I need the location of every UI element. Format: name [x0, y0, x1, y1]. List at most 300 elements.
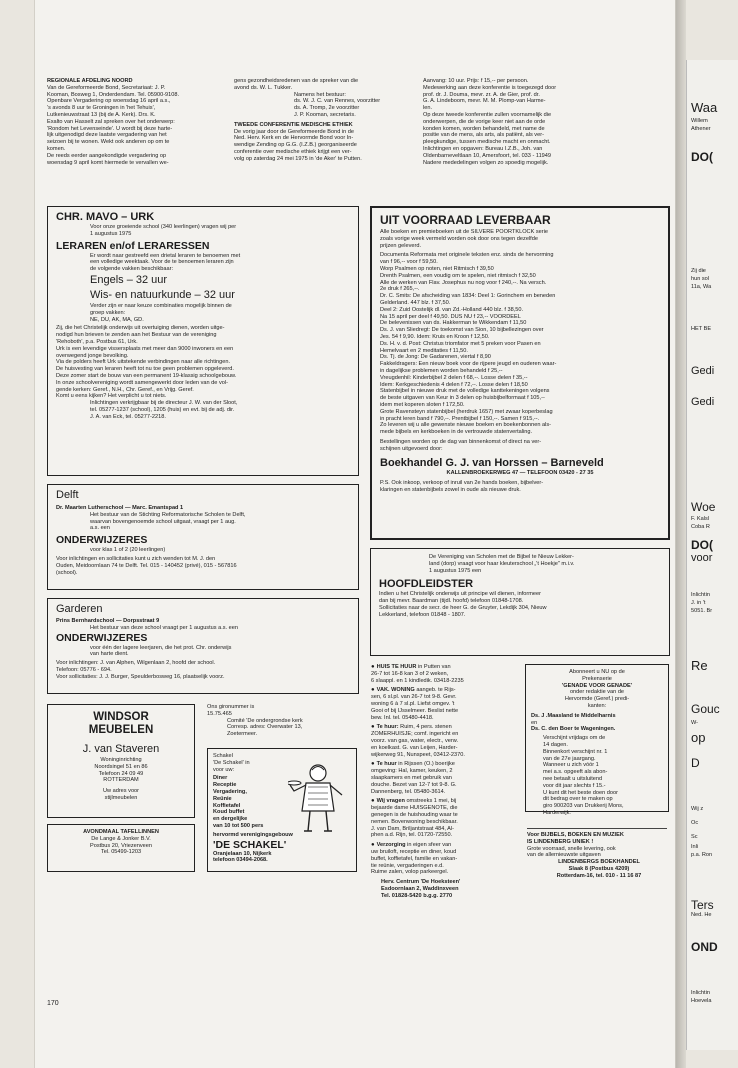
- signature-line: Namens het bestuur:: [294, 91, 346, 98]
- text-line: Corresp. adres: Overwater 13,: [227, 724, 303, 731]
- conferentie-text: [423, 78, 601, 166]
- windsor-name1: WINDSOR: [93, 711, 149, 723]
- avondmaal-title: AVONDMAAL TAFELLINNEN: [83, 829, 159, 835]
- right-page-fragment: Gedi: [691, 396, 715, 408]
- right-page-fragment: J. in 't: [691, 600, 706, 606]
- text-line: Tel. 01828-5420 b.g.g. 2770: [381, 892, 453, 899]
- abonneert-name1: Ds. J .Maasland te Middelharnis: [531, 712, 616, 719]
- classified-line: bejaarde dame HUISGENOTE, die: [371, 805, 458, 812]
- book-line: van f 96,-- voor f 59,50.: [380, 259, 438, 266]
- abonneert-text: [531, 735, 663, 817]
- book-line: in dagelijkse problemen worden behandeld f 25,--: [380, 367, 503, 374]
- main-page: [34, 0, 676, 1068]
- text-line: woensdag 9 april komt hiermede te vervallen we-: [47, 159, 169, 166]
- regionale-text: [47, 85, 227, 167]
- giro-lines: [207, 704, 359, 718]
- hoeksteen-address: [371, 879, 517, 899]
- text-line: Inlichtingen verkrijgbaar bij de directeur J. W. van der Sloot,: [90, 400, 238, 407]
- text-line: Noordsingel 51 en 86: [94, 763, 148, 770]
- text-line: mei a.s. opgeeft als abon-: [543, 769, 608, 776]
- book-line: Idem: Kerkgeschiedenis 4 delen f 72,--. Losse delen f 18,50: [380, 381, 528, 388]
- classified-line: bew. Inl. tel. 05480-4418.: [371, 714, 434, 721]
- right-page-fragment: Hoevela: [691, 998, 712, 1004]
- right-page-fragment: DO(: [691, 150, 713, 164]
- garderen-ad: [47, 598, 359, 694]
- text-line: Voor BIJBELS, BOEKEN EN MUZIEK: [527, 832, 624, 838]
- text-line: Verder zijn er naar keuze combinaties mogelijk binnen de: [90, 302, 232, 309]
- windsor-ad: [47, 704, 195, 818]
- book-line: Na 15 april per deel f 49,50. DUS NU f 23,-- VOORDEEL: [380, 313, 521, 320]
- right-page-fragment: Ters: [691, 898, 714, 912]
- mavo-subject-engels: Engels – 32 uur: [90, 273, 168, 286]
- right-page-fragment: Coba R: [691, 524, 710, 530]
- book-line: mede bijbels en kerkboeken in de vertrouwde statenvertaling.: [380, 429, 533, 436]
- schakel-tagline: hervormd verenigingsgebouw: [213, 831, 293, 838]
- waiter-illustration-icon: [288, 761, 350, 835]
- right-page-fragment: hun sol: [691, 276, 710, 282]
- text-line: pleegkundige, tussen medische macht en onmacht.: [423, 139, 551, 146]
- text-line: Voor inlichtingen: J. van Alphen, Wilgenlaan 2, hoofd der school.: [56, 660, 216, 667]
- signature-line: ds. W. J. C. van Rennes, voorzitter: [294, 98, 381, 105]
- book-line: idem met koperen sloten f 172,50.: [380, 401, 465, 408]
- voorraad-order: [380, 439, 660, 453]
- divider: [527, 828, 667, 829]
- mavo-intro: [56, 224, 350, 238]
- book-line: Grote Ravensteyn statenbijbel (herdruk 1657) met zwaar koperbeslag: [380, 408, 553, 415]
- menu-item: van 10 tot 500 pers: [213, 822, 264, 829]
- text-line: land (dorp) vraagt voor haar kleuterschool „'t Hoekje" m.i.v.: [429, 560, 575, 567]
- book-line: Dr. C. Smits: De afscheiding van 1834: Deel 1: Gorinchem en beneden: [380, 293, 556, 300]
- classified-line: 6 slaappl. en 1 kindledik. 03418-2235: [371, 677, 464, 684]
- text-line: Aanvang: 10 uur. Prijs: f 15,-- per persoon.: [423, 78, 529, 84]
- right-page-fragment: 5051. Br: [691, 608, 713, 614]
- text-line: een volledige weektaak. Voor de te benoemen leraren zijn: [90, 259, 234, 266]
- text-line: onderwerpen, die de vorige keer niet aan de orde: [423, 118, 546, 125]
- text-line: positie van de mens, als arts, als patiënt, als ver-: [423, 132, 544, 139]
- garderen-school: Prins Bernhardschool — Dorpsstraat 9: [56, 618, 160, 624]
- classified-line: in Rijssen (O.) boerijke: [398, 761, 455, 768]
- lindenberg-lines: [527, 846, 671, 860]
- text-line: voor uw:: [213, 766, 235, 773]
- delft-ad: [47, 484, 359, 590]
- page-gutter: [676, 0, 686, 1068]
- right-page-fragment: HET BE: [691, 326, 712, 332]
- menu-item: Koffietafel: [213, 802, 241, 809]
- book-line: Hemelvaart en 2 meditaties f 11,50.: [380, 347, 468, 354]
- classified-head: ● Wij vragen: [371, 798, 405, 804]
- windsor-lines: [52, 757, 190, 784]
- text-line: De vorig jaar door de Gereformeerde Bond in de: [234, 128, 355, 135]
- avondmaal-lines: [52, 836, 190, 856]
- classified-head: ● Te huur:: [371, 724, 399, 730]
- text-line: Voor onze groeiende school (340 leerlingen) vragen wij per: [90, 224, 237, 230]
- text-line: Ons gironummer is: [207, 704, 255, 710]
- text-line: avond ds. W. L. Tukker.: [234, 84, 293, 91]
- text-line: stijlmeubelen: [104, 794, 138, 801]
- classified-ad: [371, 761, 517, 795]
- abonneert-title: 'GENADE VOOR GENADE': [561, 682, 633, 689]
- right-page-fragment: Zij die: [691, 268, 706, 274]
- classified-line: douche. Bezet van 12-7 tot 9-8. G.: [371, 781, 457, 788]
- text-line: Lekkerland, telefoon 01848 - 1807.: [379, 611, 466, 618]
- text-line: Lutkenieuwstraat 13 (bij de A. Kerk). Drs. K.: [47, 111, 156, 118]
- right-page-fragment: W-: [691, 720, 699, 726]
- right-page-fragment: Oc: [691, 820, 699, 826]
- garderen-heading: ONDERWIJZERES: [56, 631, 148, 644]
- delft-heading: ONDERWIJZERES: [56, 534, 148, 547]
- classified-line: Ruim, 4 pers. stenen: [400, 724, 452, 731]
- text-line: Woninginrichting: [100, 757, 142, 763]
- signature-block: [234, 92, 412, 119]
- text-line: Openbare Vergadering op woensdag 16 april a.s.,: [47, 98, 171, 105]
- lindenberg-address: [527, 866, 671, 880]
- menu-item: en dergelijke: [213, 816, 248, 823]
- right-page-fragment: OND: [691, 940, 718, 954]
- book-line: in pracht leren band f 790,--. Prentbijbel f 150,--. Samen f 915,--.: [380, 415, 540, 422]
- lekkerland-ad: [370, 548, 670, 656]
- classified-line: omstreeks 1 mei, bij: [406, 798, 457, 805]
- voorraad-shop: Boekhandel G. J. van Horssen – Barneveld: [380, 456, 604, 469]
- book-line: Worp Psalmen op noten, niet Ritmisch f 39,50: [380, 265, 494, 272]
- text-line: telefoon 03494-2068.: [213, 857, 268, 864]
- text-line: onder redaktie van de: [569, 689, 625, 696]
- delft-city: Delft: [56, 489, 79, 501]
- classifieds-column: [371, 664, 517, 900]
- text-line: overwegend jonge bevolking.: [56, 352, 129, 359]
- text-line: Comité 'De ondergrondse kerk: [227, 717, 303, 724]
- book-line: de beste uitgaven van Keur in 3 delen op huisbijbelformaat f 105,--: [380, 395, 545, 402]
- text-line: voor dit jaar slechts f 15.-: [543, 782, 606, 789]
- right-page-fragment: Sc: [691, 834, 698, 840]
- text-line: G. A. Lindeboom, mevr. M. M. Plomp-van Harme-: [423, 98, 546, 105]
- classified-line: sen, 6 sl.pl. van 26-7 tot 9-8. Gevr.: [371, 694, 457, 701]
- classified-line: genegen is de huishouding waar te: [371, 811, 458, 818]
- book-line: 2e druk f 265,--.: [380, 286, 420, 293]
- text-line: kanten:: [587, 702, 607, 709]
- text-line: P.S. Ook inkoop, verkoop of inruil van 2e hands boeken, bijbelver-: [380, 480, 544, 487]
- giro-notice: [207, 704, 359, 738]
- text-line: Grote voorraad, snelle levering, ook: [527, 845, 616, 852]
- text-line: Bestellingen worden op de dag van binnenkomst of direct na ver-: [380, 438, 542, 445]
- classified-line: aangeb. te Rijs-: [416, 687, 456, 694]
- lindenberg-name: LINDENBERGS BOEKHANDEL: [558, 859, 640, 866]
- giro-committee: [207, 718, 359, 738]
- text-line: voor één der lagere leerjaren, die het prot. Chr. onderwijs: [90, 644, 232, 651]
- right-page-fragment: voor: [691, 552, 713, 564]
- medische-ethiek-heading: TWEEDE CONFERENTIE MEDISCHE ETHIEK: [234, 121, 353, 128]
- garderen-city: Garderen: [56, 603, 103, 615]
- garderen-sub: [56, 645, 350, 659]
- text-line: conferentie over medische ethiek krijgt een ver-: [234, 148, 352, 155]
- classified-ad: [371, 687, 517, 721]
- text-line: Ned. Herv. Kerk en de Hervormde Bond voor In-: [234, 135, 354, 142]
- mavo-title: CHR. MAVO – URK: [56, 211, 155, 223]
- text-line: Kooman, Bosweg 1, Onderdendam. Tel. 05900-9108.: [47, 91, 180, 98]
- voorraad-ps: [380, 480, 660, 494]
- classified-head: ● HUIS TE HUUR: [371, 664, 416, 670]
- book-line: Ds. H. v. d. Post: Christus triomfator met 5 preken voor Pasen en: [380, 340, 541, 347]
- avondmaal-ad: [47, 824, 195, 872]
- signature-line: ds. A. Tromp, 2e voorzitter: [294, 105, 360, 112]
- abonneert-and: en: [531, 719, 538, 726]
- book-line: Vreugdenhil: Kinderbijbel 2 delen f 68,--. Losse delen f 35,--: [380, 374, 528, 381]
- text-line: De Vereniging van Scholen met de Bijbel te Nieuw Lekker-: [429, 554, 574, 560]
- classified-line: voorz. van gas, water, electr., verw.: [371, 737, 459, 744]
- text-line: Harderwijk.: [543, 809, 571, 816]
- voorraad-intro: [380, 229, 660, 249]
- text-line: prijzen geleverd.: [380, 242, 422, 249]
- garderen-contact: [56, 660, 350, 680]
- text-line: NE, DU, AK, MA, GD.: [90, 316, 144, 323]
- classified-line: slaapkamers en met gebruik van: [371, 774, 452, 781]
- text-line: Schakel: [213, 753, 233, 759]
- text-line: dit bedrag over te maken op: [543, 796, 613, 803]
- voorraad-shop-address: KALLENBROEKERWEG 47 — TELEFOON 03420 - 27 35: [446, 469, 594, 476]
- delft-school: Dr. Maarten Lutherschool — Marc. Emantspad 1: [56, 505, 184, 511]
- text-line: 1 augustus 1975: [90, 230, 132, 237]
- mavo-heading: LERAREN en/of LERARESSEN: [56, 239, 210, 252]
- text-line: Herv. Centrum 'De Hoeksteen': [381, 879, 461, 886]
- text-line: dan bij mevr. Baardman (tijdl. hoofd) telefoon 01848-1708.: [379, 598, 524, 605]
- classified-line: woning 6 à 7 sl.pl. Liefst omgev. 't: [371, 700, 455, 707]
- windsor-owner: J. van Staveren: [82, 743, 160, 755]
- text-line: Telefoon: 05776 - 694.: [56, 666, 112, 673]
- text-line: Prekenserie: [582, 675, 612, 682]
- classified-line: Gooi of bij IJsselmeer. Beslist nette: [371, 707, 459, 714]
- menu-item: Reünie: [213, 795, 232, 802]
- text-line: Voor inlichtingen en sollicitaties kunt u zich wenden tot M. J. den: [56, 555, 216, 562]
- schakel-ad: [207, 748, 357, 872]
- text-line: Oranjelaan 10, Nijkerk: [213, 850, 272, 857]
- signature-line: J. P. Kooman, secretaris.: [294, 111, 356, 118]
- text-line: gens gezondheidsredenen van de spreker van die: [234, 78, 359, 84]
- menu-item: Koud buffet: [213, 809, 245, 816]
- voorraad-book-list: [380, 252, 660, 436]
- classified-ad: [371, 842, 517, 876]
- garderen-text: Het bestuur van deze school vraagt per 1 augustus a.s. een: [90, 624, 239, 631]
- classified-ad: [371, 798, 517, 839]
- lekkerland-text: [379, 591, 661, 618]
- classified-line: 26-7 tot 16-8 kan 3 of 2 weken,: [371, 670, 449, 677]
- text-line: IS LINDENBERG UNIEK !: [527, 838, 594, 845]
- text-line: De reeds eerder aangekondigde vergadering op: [47, 152, 167, 159]
- right-page-fragment: Athener: [691, 126, 711, 132]
- text-line: Zij, die het Christelijk onderwijs uit overtuiging dienen, worden uitge-: [56, 325, 225, 332]
- classified-line: ZOMERHUISJE; comf. ingericht en: [371, 731, 459, 738]
- classified-line: tie reünie, vergaderingen e.d.: [371, 862, 444, 869]
- abonneert-ad: [525, 664, 669, 816]
- right-page-fragment: Inli: [691, 844, 699, 850]
- mavo-text1: [56, 253, 350, 273]
- text-line: U kunt dit het beste doen door: [543, 789, 618, 796]
- voorraad-ad: [370, 206, 670, 540]
- right-page-fragment: op: [691, 730, 706, 745]
- text-line: Uw adres voor: [102, 788, 140, 795]
- classified-line: wijkerweg 91, Nunspeet, 03412-2370.: [371, 751, 465, 758]
- regionale-heading: REGIONALE AFDELING NOORD: [47, 78, 133, 84]
- page-number: 170: [47, 1000, 59, 1007]
- right-page-fragment: Wij z: [691, 806, 704, 812]
- text-line: Zoetermeer.: [227, 731, 258, 738]
- text-line: konden komen, worden behandeld, met name de: [423, 125, 545, 132]
- lekkerland-intro: [379, 554, 661, 574]
- text-line: Voor sollicitaties: J. J. Burger, Speulderbosweg 16, plaatselijk voorz.: [56, 673, 225, 680]
- text-line: Het bestuur van de Stichting Reformatorische Scholen te Delft,: [90, 511, 246, 518]
- classified-line: uw bruiloft, receptie en diner, koud: [371, 848, 457, 855]
- text-line: len.: [423, 105, 433, 112]
- mavo-text2: [56, 303, 350, 323]
- text-line: Telefoon 24 09 49: [98, 770, 144, 777]
- text-line: klaringen en statenbijbels zowel in oude als nieuwe druk.: [380, 487, 521, 494]
- classified-line: en koelkast. G. van Leijen, Harder-: [371, 744, 458, 751]
- text-line: Binnenkort verschijnt nr. 1: [543, 748, 608, 755]
- classified-head: ● Verzorging: [371, 842, 406, 848]
- text-line: Postbus 20, Vriezenveen: [90, 842, 152, 849]
- text-line: Tel. 05499-1203: [100, 849, 142, 856]
- text-line: gende kerken: Geref., N.H., Chr. Geref., en Vrijg. Geref.: [56, 386, 194, 393]
- medische-ethiek-text: [234, 129, 412, 163]
- book-line: Jes. 54 f 9,90. Idem: Kruis en Kroon f 12,50.: [380, 333, 490, 340]
- book-line: Fakkeldragers: Een nieuw boek voor de rijpere jeugd en ouderen waar-: [380, 361, 557, 368]
- delft-sub: voor klas 1 of 2 (20 leerlingen): [90, 547, 166, 554]
- text-line: 'De Schakel' in: [213, 759, 250, 766]
- menu-item: Receptie: [213, 782, 237, 789]
- lekkerland-heading: HOOFDLEIDSTER: [379, 578, 474, 591]
- text-line: giro 900203 van Drukkerij Mons,: [543, 803, 624, 810]
- text-line: Alle boeken en premieboeken uit de SILVERE POORTKLOCK serie: [380, 229, 549, 235]
- text-line: 14 dagen.: [543, 741, 568, 748]
- schakel-name: 'DE SCHAKEL': [213, 838, 287, 851]
- lindenberg-head: [527, 832, 671, 846]
- windsor-name2: MEUBELEN: [88, 724, 154, 736]
- book-line: Gelderland. 447 blz. f 37,50.: [380, 299, 451, 306]
- text-line: van harte dient.: [90, 651, 129, 658]
- text-line: ROTTERDAM: [103, 777, 139, 784]
- menu-item: Diner: [213, 775, 228, 782]
- text-line: Medewerking aan deze konferentie is toegezegd door: [423, 84, 557, 91]
- classified-line: phen a.d. Rijn, tel. 01720-72550.: [371, 832, 453, 839]
- text-line: tel. 05277-1237 (school), 1205 (huis) en evt. bij de adj. dir.: [90, 406, 235, 413]
- top-middle-column: [234, 78, 412, 163]
- delft-contact: [56, 556, 350, 576]
- text-line: groep vakken:: [90, 309, 126, 316]
- text-line: Deze zomer start de bouw van een permanent 19-klassig schoolgebouw.: [56, 372, 237, 379]
- book-line: Ds. J. van Sliedregt: De toekomst van Sion, 10 bijbellezingen over: [380, 327, 544, 334]
- schakel-address: [213, 851, 351, 865]
- delft-text: [56, 512, 350, 532]
- text-line: De Lange & Jonker B.V.: [91, 835, 151, 842]
- text-line: Er wordt naar gestreefd een drietal leraren te benoemen met: [90, 252, 241, 259]
- book-line: Zo leveren wij u alle gewenste nieuwe boeken en boekenbonnen als-: [380, 422, 552, 429]
- text-line: In onze schoolvereniging wordt samengewerkt door leden van de vol-: [56, 379, 228, 386]
- mavo-contact: [56, 400, 350, 420]
- text-line: 15.75.465: [207, 710, 232, 717]
- text-line: Verschijnt vrijdags om de: [543, 735, 606, 742]
- text-line: volg op zaterdag 24 mei 1975 in 'de Aker' te Putten.: [234, 155, 362, 162]
- text-line: van de allernieuwste uitgaven: [527, 852, 601, 859]
- right-page-edge: [686, 60, 738, 1050]
- book-line: Statenbijbel in nieuwe druk met de volledige kanttekeningen volgens: [380, 388, 550, 395]
- right-page-fragment: Inlichtin: [691, 990, 710, 996]
- right-page-fragment: Inlichtin: [691, 592, 710, 598]
- right-page-fragment: p.a. Ron: [691, 852, 713, 858]
- text-line: nee betaalt u uitsluitend: [543, 775, 603, 782]
- text-line: zoals vorige week vermeld worden ook door ons tegen dezelfde: [380, 235, 538, 242]
- voorraad-title: UIT VOORRAAD LEVERBAAR: [380, 213, 551, 227]
- text-line: Urk is een levendige vissersplaats met meer dan 9000 inwoners en een: [56, 345, 234, 352]
- text-line: Abonneert u NU op de: [569, 669, 625, 675]
- text-line: Slaak 8 (Postbus 4209): [568, 865, 630, 872]
- text-line: 1 augustus 1975 een: [429, 567, 482, 574]
- book-line: Deel 2: Zuid Oostelijk dl. van Zd.-Holland 440 blz. f 38,50.: [380, 306, 524, 313]
- book-line: De belevenissen van ds. Hakkerman te Wikkendam f 11,50: [380, 320, 527, 327]
- right-page-fragment: Gouc: [691, 702, 720, 716]
- right-page-fragment: Re: [691, 658, 708, 673]
- text-line: 'Rondom het Levenseinde'. U wordt bij deze harte-: [47, 125, 173, 132]
- classified-line: Dannenberg, tel. 05480-3614.: [371, 788, 446, 795]
- classified-line: J. van Dam, Briljantstraat 484, Al-: [371, 825, 455, 832]
- text-line: J. A. van Eck, tel. 05277-2218.: [90, 413, 166, 420]
- windsor-slogan: [52, 788, 190, 802]
- book-line: Alle de werken van Flav. Josephus nu nog voor f 240,--. Na versch.: [380, 279, 547, 286]
- text-line: Oldenbarneveltlaan 10, Amersfoort, tel. 033 - 11949: [423, 152, 552, 159]
- text-line: (school).: [56, 569, 78, 576]
- right-page-fragment: 11a, Wa: [691, 284, 712, 290]
- text-line: Sollicitaties naar de secr. de heer G. de Gruyter, Lekdijk 304, Nieuw: [379, 604, 547, 611]
- text-line: Esdoornlaan 2, Waddinxveen: [381, 885, 459, 892]
- classified-head: ● Te huur: [371, 761, 397, 767]
- right-page-fragment: Willem: [691, 118, 708, 124]
- top-left-column: [47, 78, 227, 166]
- text-line: lijk uitgenodigd deze laatste vergadering van het: [47, 132, 167, 139]
- right-page-fragment: Woe: [691, 500, 716, 514]
- right-page-fragment: D: [691, 756, 700, 770]
- text-line: komen.: [47, 145, 66, 152]
- text-line: schijnen uitgevoerd door:: [380, 445, 443, 452]
- mavo-body: [56, 325, 350, 400]
- text-line: Nadere mededelingen volgen zo spoedig mogelijk.: [423, 159, 549, 166]
- menu-item: Vergadering,: [213, 788, 247, 795]
- right-page-fragment: F. Kalsl: [691, 516, 710, 522]
- book-line: Drenth Psalmen, een voudig om te spelen, niet ritmisch f 32,50: [380, 272, 536, 279]
- text-line: wendige Zending op G.G. (I.Z.B.) georganiseerde: [234, 142, 357, 149]
- classified-head: ● VAK. WONING: [371, 687, 415, 693]
- text-line: nodigd hun brieven te zenden aan het Bestuur van de vereniging: [56, 332, 217, 339]
- text-line: 's avonds 8 uur te Groningen in 'het Tehuis',: [47, 105, 156, 112]
- text-line: Hervormde (Geref.) predi-: [564, 696, 630, 703]
- text-line: van de 27e jaargang.: [543, 755, 596, 762]
- classified-line: nemen. Bovenwoning beschikbaar.: [371, 818, 458, 825]
- classified-ad: [371, 724, 517, 758]
- text-line: Indien u het Christelijk onderwijs uit principe wil dienen, informeer: [379, 591, 541, 598]
- classified-line: in eigen sfeer van: [407, 842, 452, 849]
- classified-line: in Putten van: [417, 664, 451, 670]
- text-line: Inlichtingen en opgaven: Bureau I.Z.B., Joh. van: [423, 145, 543, 152]
- text-line: 'Rehoboth', p.a. Postbus 61, Urk.: [56, 338, 138, 345]
- regionale-text-cont: [234, 78, 412, 92]
- classified-line: buffet, koffietafel, familie en vakan-: [371, 855, 458, 862]
- classifieds-list: [371, 664, 517, 876]
- text-line: Op deze tweede konferentie zullen voornamelijk die: [423, 111, 552, 118]
- text-line: Van de Gereformeerde Bond, Secretariaat: J. P.: [47, 84, 166, 91]
- abonneert-sub: [531, 689, 663, 709]
- text-line: Wanneer u zich vóór 1: [543, 762, 599, 769]
- classified-line: Ruime zalen, volop parkeergel.: [371, 869, 449, 876]
- abonneert-lines: [531, 669, 663, 683]
- text-line: prof. dr. J. Douma, mevr. zr. A. de Gier, prof. dr.: [423, 91, 540, 98]
- right-page-fragment: Waa: [691, 100, 718, 115]
- mavo-subject-wis: Wis- en natuurkunde – 32 uur: [90, 288, 235, 301]
